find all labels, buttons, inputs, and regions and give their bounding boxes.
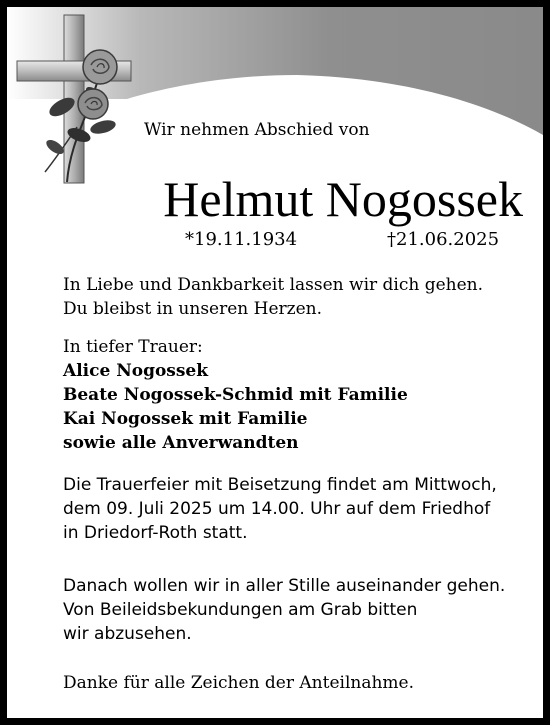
details-line: in Driedorf-Roth statt.: [63, 523, 248, 543]
mourners-heading: In tiefer Trauer:: [63, 337, 203, 357]
verse-line: In Liebe und Dankbarkeit lassen wir dich gehen.: [63, 275, 484, 295]
mourner-name: sowie alle Anverwandten: [63, 433, 299, 453]
deceased-name: Helmut Nogossek: [163, 171, 523, 227]
notice-line: Von Beileidsbekundungen am Grab bitten: [63, 600, 418, 620]
funeral-details: [63, 473, 533, 545]
mourner-name: Beate Nogossek-Schmid mit Familie: [63, 385, 408, 405]
details-line: dem 09. Juli 2025 um 14.00. Uhr auf dem Friedhof: [63, 499, 491, 519]
notice-line: Danach wollen wir in aller Stille auseinander gehen.: [63, 576, 506, 596]
after-notice: [63, 574, 505, 646]
mourner-name: Kai Nogossek mit Familie: [63, 409, 308, 429]
notice-line: wir abzusehen.: [63, 624, 192, 644]
mourner-name: Alice Nogossek: [63, 361, 209, 381]
details-line: Die Trauerfeier mit Beisetzung findet am Mittwoch,: [63, 475, 497, 495]
death-date: †21.06.2025: [387, 229, 500, 250]
thanks-line: Danke für alle Zeichen der Anteilnahme.: [63, 673, 414, 693]
mourners-list: [63, 335, 408, 455]
intro-line: Wir nehmen Abschied von: [144, 120, 370, 140]
farewell-verse: [63, 273, 483, 321]
birth-date: *19.11.1934: [185, 229, 298, 250]
verse-line: Du bleibst in unseren Herzen.: [63, 299, 323, 319]
